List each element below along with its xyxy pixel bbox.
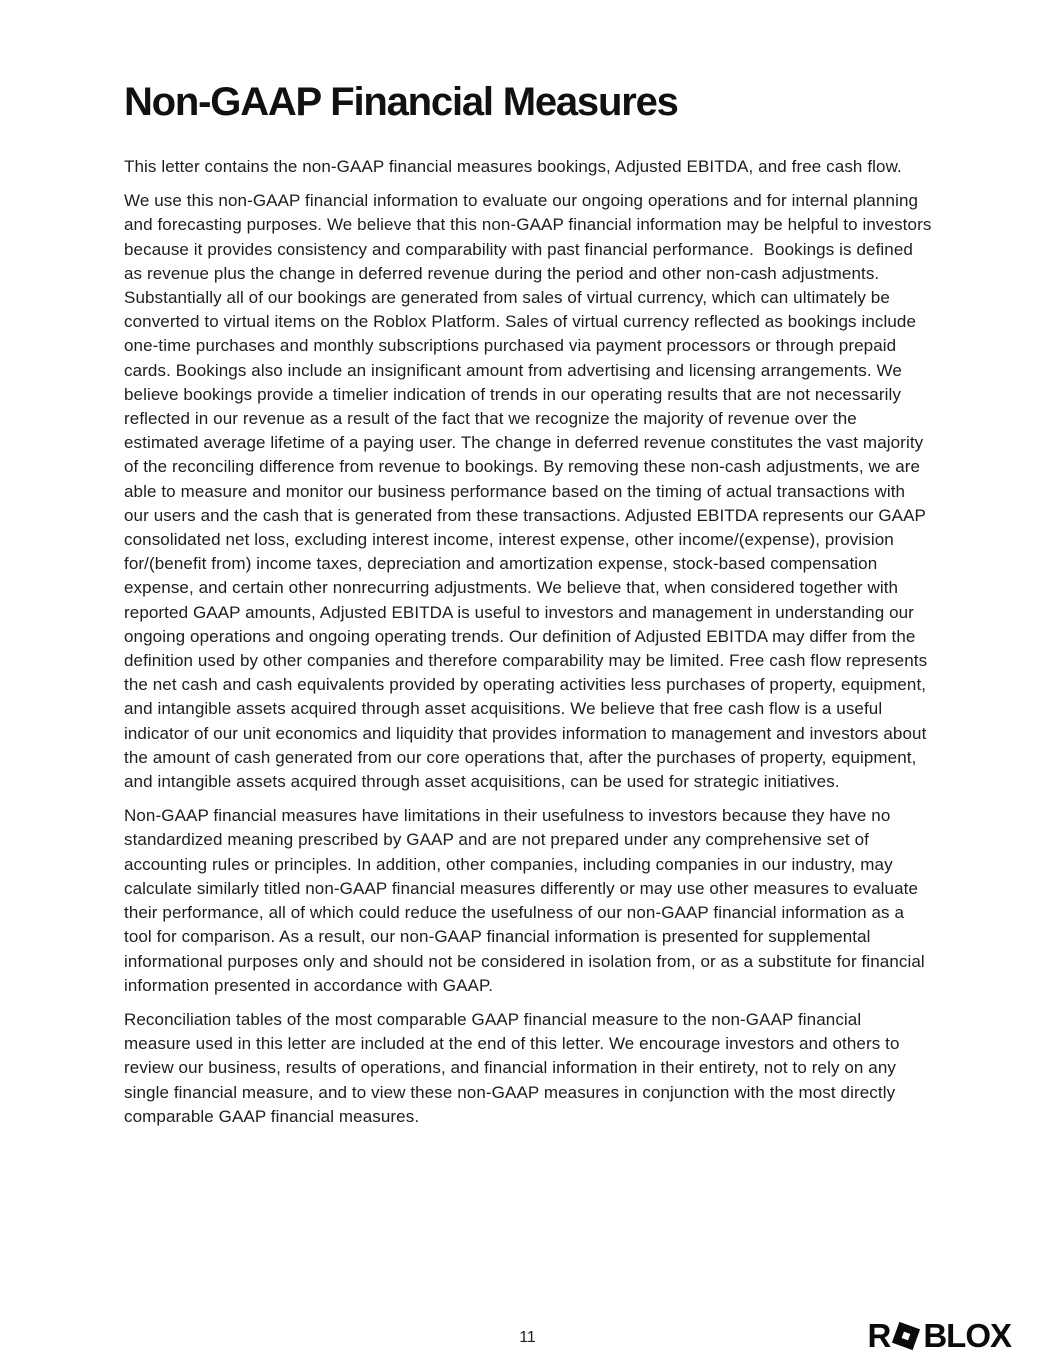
roblox-logo-text-r: R [867, 1316, 891, 1354]
page-title: Non-GAAP Financial Measures [124, 80, 678, 124]
page-number: 11 [519, 1329, 536, 1346]
paragraph-limitations: Non-GAAP financial measures have limitations in their usefulness to investors because they have no standardized meaning prescribed by GAAP and are not prepared under any comprehensive set of accounting rules or principles. In addition, other companies, including companies in our industry, may calculate similarly titled non-GAAP financial measures differently or may use other measures to evaluate their performance, all of which could reduce the usefulness of our non-GAAP financial information as a tool for comparison. As a result, our non-GAAP financial information is presented for supplemental informational purposes only and should not be considered in isolation from, or as a substitute for financial information presented in accordance with GAAP. [124, 806, 930, 995]
roblox-logo [867, 1317, 1011, 1353]
roblox-logo-text-blox: BLOX [923, 1316, 1011, 1354]
paragraph-intro: This letter contains the non-GAAP financial measures bookings, Adjusted EBITDA, and free cash flow. [124, 157, 902, 176]
paragraph-definitions: We use this non-GAAP financial information to evaluate our ongoing operations and for internal planning and forecasting purposes. We believe that this non-GAAP financial information may be helpful to investors because it provides consistency and comparability with past financial performance. Bookings is defined as revenue plus the change in deferred revenue during the period and other non-cash adjustments. Substantially all of our bookings are generated from sales of virtual currency, which can ultimately be converted to virtual items on the Roblox Platform. Sales of virtual currency reflected as bookings include one-time purchases and monthly subscriptions purchased via payment processors or through prepaid cards. Bookings also include an insignificant amount from advertising and licensing arrangements. We believe bookings provide a timelier indication of trends in our operating results that are not necessarily reflected in our revenue as a result of the fact that we recognize the majority of revenue over the estimated average lifetime of a paying user. The change in deferred revenue constitutes the vast majority of the reconciling difference from revenue to bookings. By removing these non-cash adjustments, we are able to measure and monitor our business performance based on the timing of actual transactions with our users and the cash that is generated from these transactions. Adjusted EBITDA represents our GAAP consolidated net loss, excluding interest income, interest expense, other income/(expense), provision for/(benefit from) income taxes, depreciation and amortization expense, stock-based compensation expense, and certain other nonrecurring adjustments. We believe that, when considered together with reported GAAP amounts, Adjusted EBITDA is useful to investors and management in understanding our ongoing operations and ongoing operating trends. Our definition of Adjusted EBITDA may differ from the definition used by other companies and therefore comparability may be limited. Free cash flow represents the net cash and cash equivalents provided by operating activities less purchases of property, equipment, and intangible assets acquired through asset acquisitions. We believe that free cash flow is a useful indicator of our unit economics and liquidity that provides information to management and investors about the amount of cash generated from our core operations that, after the purchases of property, equipment, and intangible assets acquired through asset acquisitions, can be used for strategic initiatives. [124, 191, 937, 792]
paragraph-reconciliation: Reconciliation tables of the most comparable GAAP financial measure to the non-GAAP financial measure used in this letter are included at the end of this letter. We encourage investors and others to review our business, results of operations, and financial information in their entirety, not to rely on any single financial measure, and to view these non-GAAP measures in conjunction with the most directly comparable GAAP financial measures. [124, 1009, 905, 1126]
roblox-tilted-square-icon [888, 1318, 924, 1354]
document-body [124, 80, 937, 1139]
